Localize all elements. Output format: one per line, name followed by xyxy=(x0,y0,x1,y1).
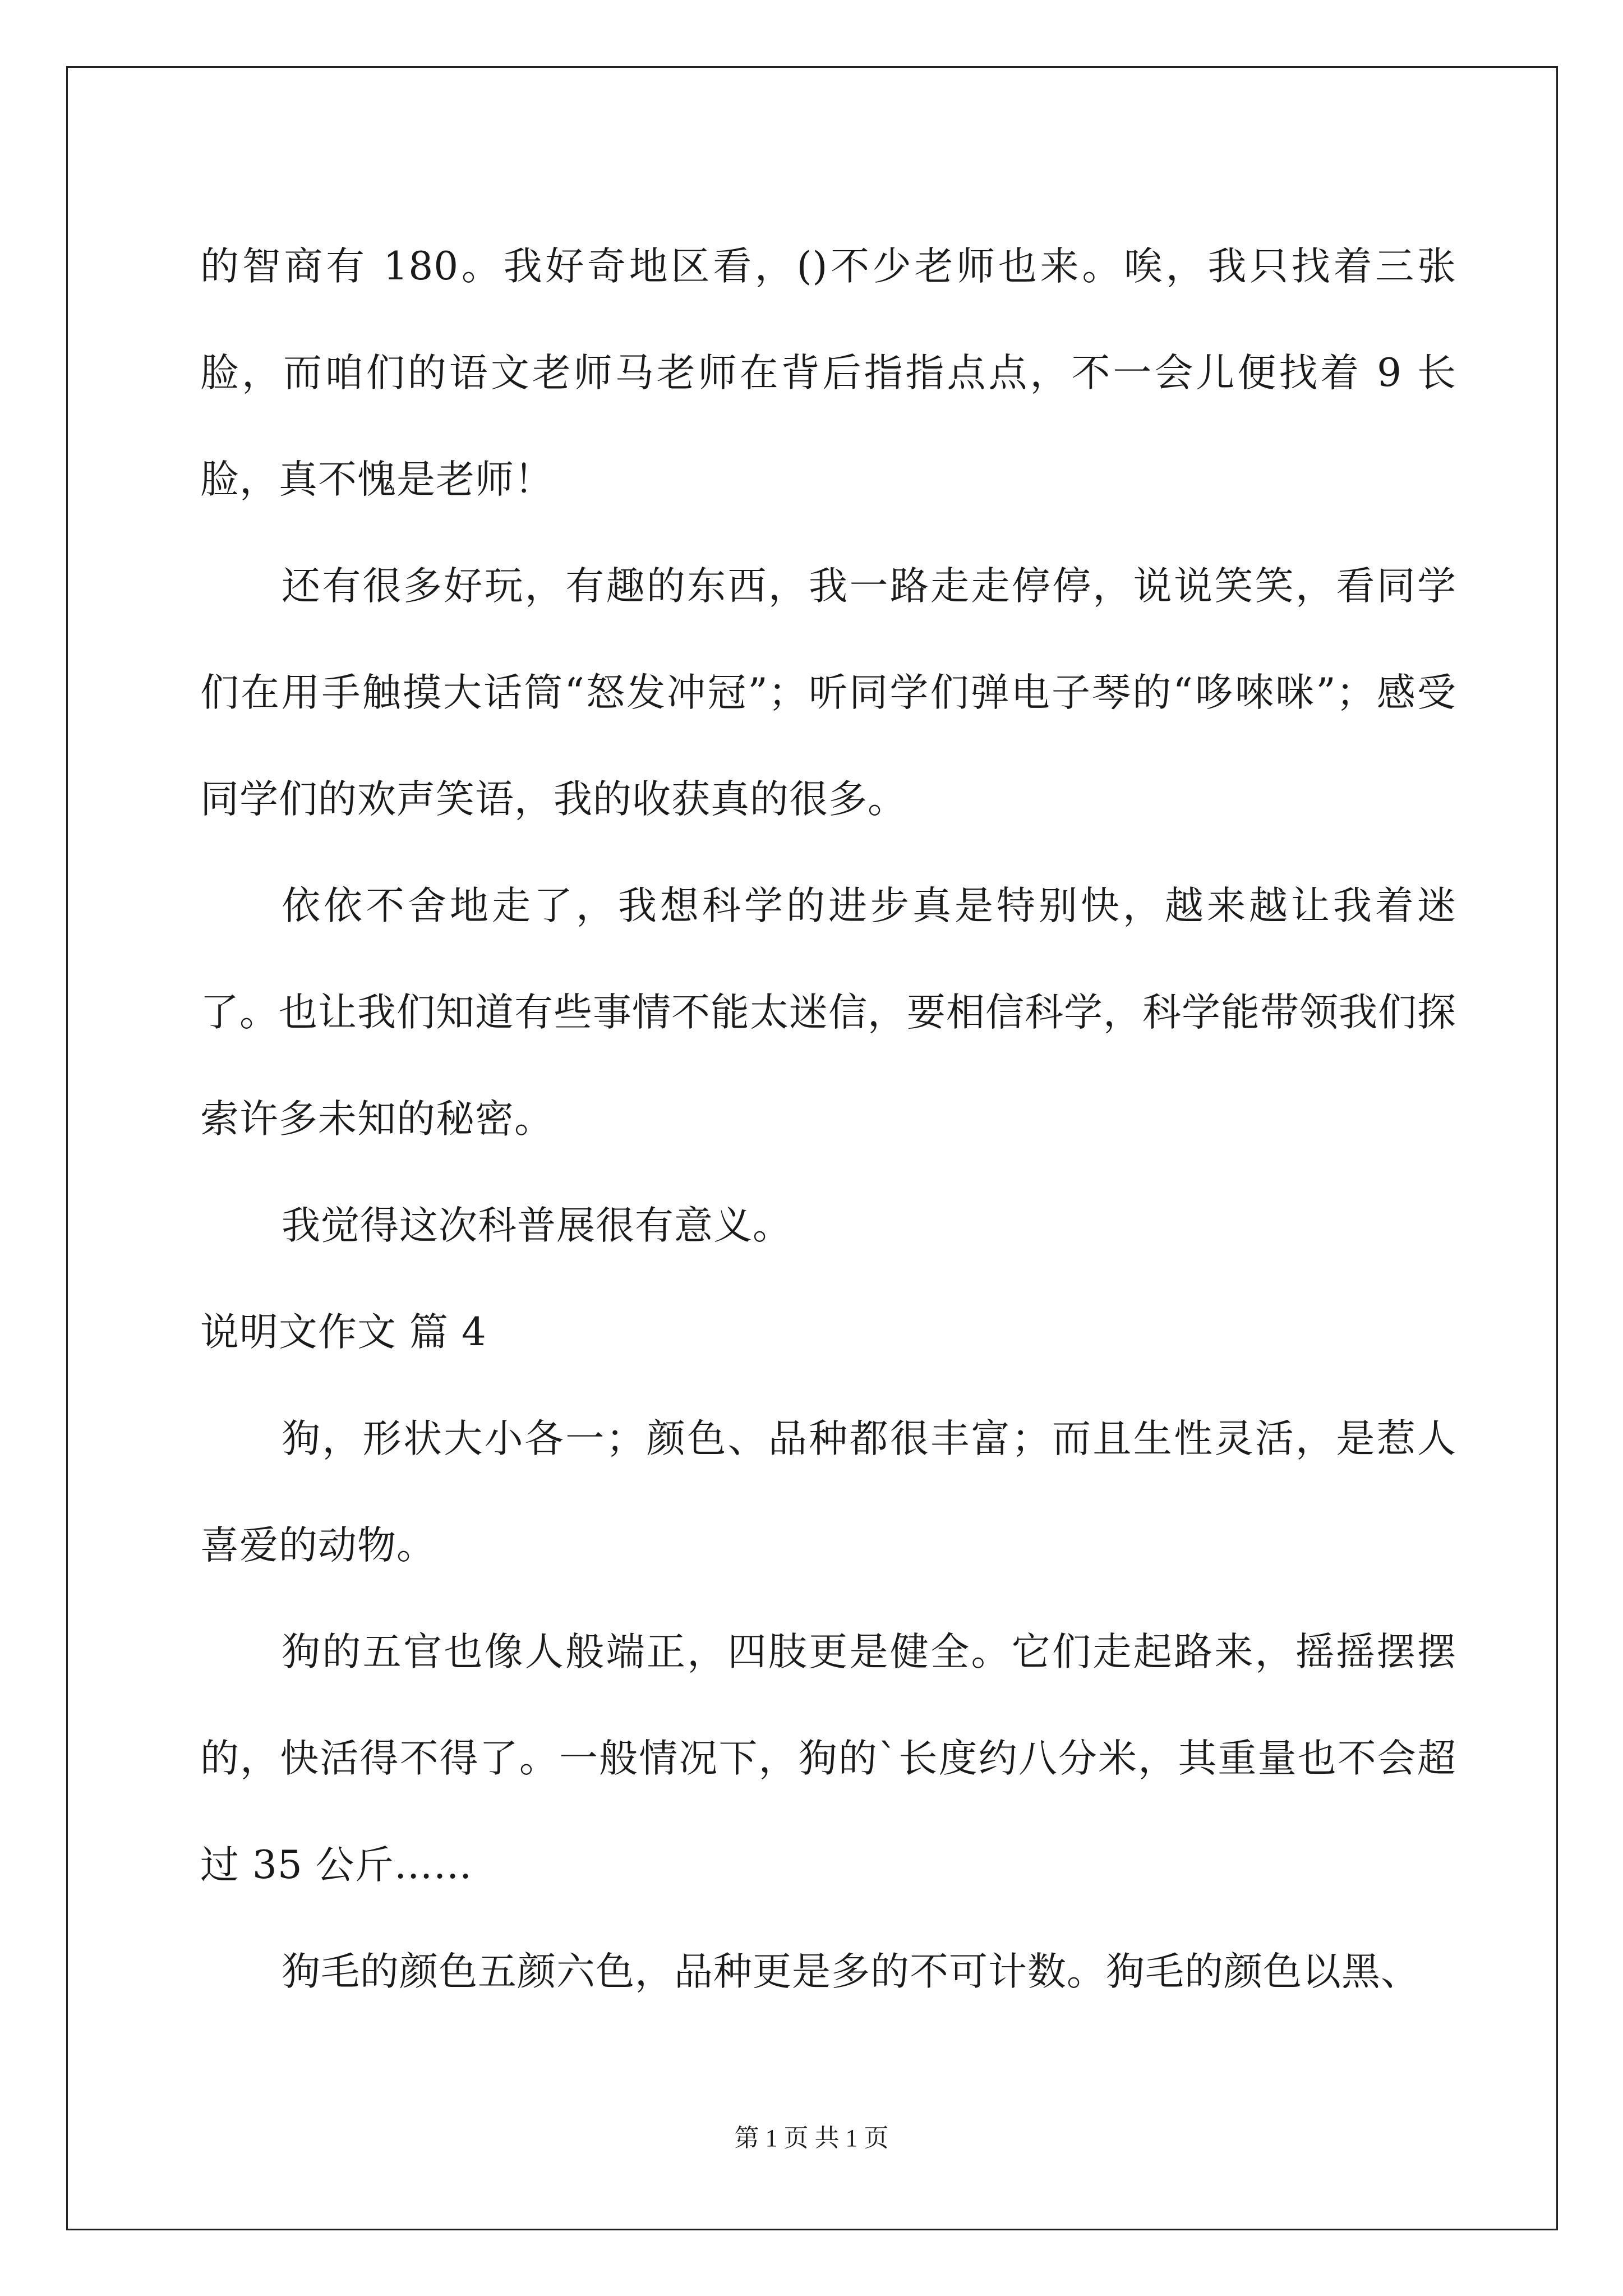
document-body xyxy=(200,213,1456,2025)
paragraph-2: 还有很多好玩，有趣的东西，我一路走走停停，说说笑笑，看同学们在用手触摸大话筒“怒发冲冠”；听同学们弹电子琴的“哆唻咪”；感受同学们的欢声笑语，我的收获真的很多。 xyxy=(200,564,1456,822)
paragraph-3: 依依不舍地走了，我想科学的进步真是特别快，越来越让我着迷了。也让我们知道有些事情不能太迷信，要相信科学，科学能带领我们探索许多未知的秘密。 xyxy=(200,884,1456,1142)
page-number-footer: 第 1 页 共 1 页 xyxy=(734,2124,889,2152)
section-heading: 说明文作文 篇 4 xyxy=(200,1310,487,1355)
paragraph-5: 狗，形状大小各一；颜色、品种都很丰富；而且生性灵活，是惹人喜爱的动物。 xyxy=(200,1416,1456,1568)
paragraph-4: 我觉得这次科普展很有意义。 xyxy=(282,1203,792,1248)
paragraph-1: 的智商有 180。我好奇地区看，()不少老师也来。唉，我只找着三张脸，而咱们的语文老师马老师在背后指指点点，不一会儿便找着 9 长脸，真不愧是老师！ xyxy=(200,244,1456,502)
paragraph-6: 狗的五官也像人般端正，四肢更是健全。它们走起路来，摇摇摆摆的，快活得不得了。一般情况下，狗的`长度约八分米，其重量也不会超过 35 公斤…… xyxy=(200,1630,1456,1888)
paragraph-7: 狗毛的颜色五颜六色，品种更是多的不可计数。狗毛的颜色以黑、 xyxy=(282,1949,1420,1994)
